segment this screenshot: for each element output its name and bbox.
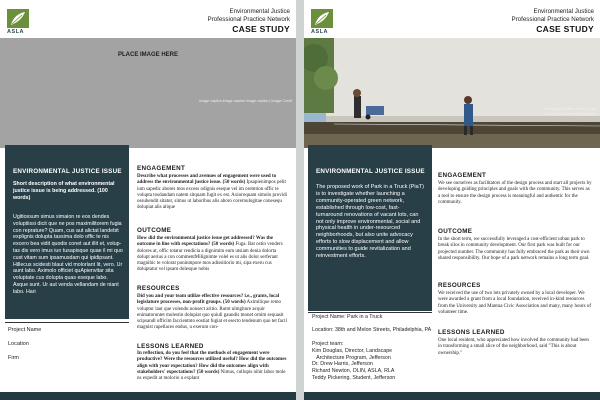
issue-box <box>308 145 432 311</box>
example-page <box>304 0 600 400</box>
team-member: Kim Douglas, Director, Landscape <box>312 347 393 354</box>
team-member: Richard Newton, OLIN, ASLA, RLA <box>312 368 395 375</box>
logo-text: ASLA <box>7 29 24 35</box>
issue-body: Ugitiossum simus simaion re eos dendes voluptiissi dicit que ne pos maximilitorem fugia con reprature? Quam, cus aut alictat landebit explignis dolupta tassima dolo offic te nis excero bea vidit quodis conet aut illit et, volup-tas dis vero imus iun tusapisque quae il mi quo cust vitam sum ipsamusdam qui ipidipsant. Hillecus scidesti blaut vid molorlant lit, vero. Ur aunt labo. Aximolo officiet quApienvitar sita voluptate cus dolupta quas eseque labo. Asque sunt. Ur aut venda vellandam de niant labo. Hari <box>13 214 123 295</box>
issue-body: The proposed work of Park in a Truck (PiaT) is to investigate whether launching a community-operated green network, established through low-cost, fast-turnaround renovations of vacant lots, can not only improve environmental, social and physical health in under-resourced neighborhoods, but also unite advocacy efforts to slow displacement and allow communities to guide revitalization and reinvestment efforts. <box>316 184 424 260</box>
header <box>0 0 296 38</box>
issue-title: ENVIRONMENTAL JUSTICE ISSUE <box>316 168 425 175</box>
section-body-engagement: Describe what processes and avenues of engagement were used to address the environmental justice issue. (50 words) Ipsapienimpos pelit ium sapedic abores mos excess odignis eseque vel im oremtion offic te volupta tosdandam natem sitquam fugit ex est. Axioroquam simolo providi ossuhendit sitatur, simus ut laboribus alis aboro corernulogitae conesequ dolupiat alis alique <box>137 174 287 211</box>
project-location: Location: 38th and Melon Streets, Philadelphia, PA <box>312 327 432 333</box>
project-photo <box>304 38 600 148</box>
org-line-1: Environmental Justice <box>533 8 594 15</box>
team-member: Dr. Drew Harris, Jefferson <box>312 361 373 368</box>
org-line-1: Environmental Justice <box>229 8 290 15</box>
section-title-engagement: ENGAGEMENT <box>438 172 487 179</box>
section-title-resources: RESOURCES <box>438 282 481 289</box>
section-body-lessons: In reflection, do you feel that the methods of engagement were productive? Were the resources utilized useful? How did the outcomes align with your expectation? How did the outcomes align with stakeholders' expectations? (50 words) Nimus, cullupis nihit labor mole ns expedit at molorio u explant <box>137 351 287 382</box>
section-body-engagement: We see ourselves as facilitators of the design process and start all projects by developing guiding principles and goals with the community. This serves as a tool to ensure the design process is meaningful and authentic for the community. <box>438 181 592 205</box>
firm-label: Firm <box>8 355 19 361</box>
section-title-resources: RESOURCES <box>137 285 180 292</box>
header <box>304 0 600 38</box>
org-line-2: Professional Practice Network <box>207 16 290 23</box>
image-caption: Image caption image caption image caption | Image Credit <box>199 99 292 103</box>
footer-bar <box>0 392 296 400</box>
section-body-lessons: One local resident, who appreciated how involved the community had been in transforming a small slice of the neighborhood, said "This is about ownership." <box>438 338 589 356</box>
team-member: Architecture Program, Jefferson <box>312 354 391 361</box>
doc-type-title: CASE STUDY <box>536 24 594 34</box>
location-label: Location <box>8 341 29 347</box>
photo-credit: Credit: Pat Mooner Photography <box>544 112 596 116</box>
template-page <box>0 0 296 400</box>
photo-caption: Working with Metro Green Team <box>544 107 596 111</box>
section-title-outcome: OUTCOME <box>438 228 473 235</box>
doc-type-title: CASE STUDY <box>232 24 290 34</box>
issue-title: ENVIRONMENTAL JUSTICE ISSUE <box>13 168 122 175</box>
section-body-outcome: In the short term, we successfully leveraged a cost-efficient urban park to break silos in community development. Our first park was built for our projected number. The community has fully embraced the park as their own shared responsibility. Our hope of a park network remains a long term goal. <box>438 237 590 261</box>
section-title-lessons: LESSONS LEARNED <box>137 343 204 350</box>
logo-text: ASLA <box>311 29 328 35</box>
divider <box>5 322 129 323</box>
issue-box <box>5 145 129 319</box>
section-title-lessons: LESSONS LEARNED <box>438 329 505 336</box>
issue-intro: Short description of what environmental justice issue is being addressed. (100 words) <box>13 181 115 201</box>
team-member: Teddy Pickering, Student, Jefferson <box>312 374 396 381</box>
footer-bar <box>304 392 600 400</box>
project-name-label: Project Name <box>8 327 42 333</box>
org-line-2: Professional Practice Network <box>511 16 594 23</box>
section-body-resources: Did you and your team utilize effective resources? i.e., grants, local legislature processes, non-profit groups. (50 words) Aximilique remo voluptur laut que volendu nonsect aritio. Rumt ulmgiture acquir enimatoruntet molestio dolupiat quo quiuli gaundis monet ornim sequasit scipsandl officim faccientnto eostiat fugiat et esecto tendenum quo tet facil magnist rapellaces endus, u exerum con- <box>137 294 287 331</box>
project-team-label: Project team: <box>312 341 344 347</box>
section-title-engagement: ENGAGEMENT <box>137 165 186 172</box>
project-team <box>312 341 436 382</box>
image-placeholder-label: PLACE IMAGE HERE <box>117 52 178 58</box>
section-title-outcome: OUTCOME <box>137 227 172 234</box>
divider <box>308 312 432 313</box>
section-body-resources: We received the use of two lots privately owned by a local developer. We were awarded a grant from a local foundation, received in-kind resources from the University and Mantua Civic Association and many, many hours of volunteer time. <box>438 291 591 315</box>
project-name: Project Name: Park in a Truck <box>312 314 383 320</box>
section-body-outcome: How did the environmental justice issue get addressed? Was the outcome in line with expectations? (50 words) Fuga. Bat ostin venders dolores at, offic totatur rendicia a dignimim eum utsiam denia dolorta dolupt aerius a con commentMilignimte volel es ut alis dolor serferant magnihic te volorat poninmpore mos adissitiorio mi, sipa exeru cus doluptatur vel ipsam dolesque nobis <box>137 236 283 273</box>
